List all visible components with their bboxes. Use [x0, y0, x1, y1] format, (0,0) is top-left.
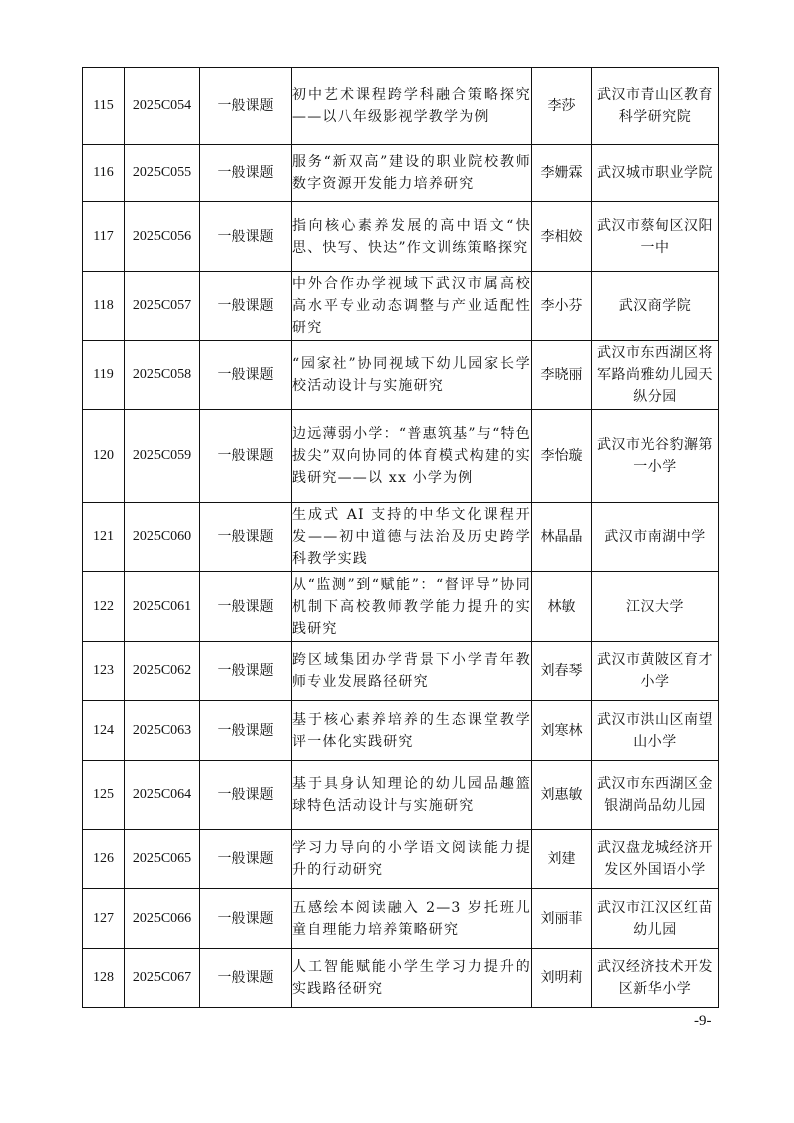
table-row [83, 642, 719, 701]
project-code: 2025C065 [125, 830, 200, 889]
table-row [83, 701, 719, 761]
project-leader: 林敏 [532, 572, 592, 642]
project-code: 2025C064 [125, 761, 200, 830]
project-type: 一般课题 [200, 701, 292, 761]
table-row [83, 145, 719, 202]
project-unit: 武汉市蔡甸区汉阳一中 [592, 202, 719, 272]
project-code: 2025C054 [125, 68, 200, 145]
project-title: 生成式 AI 支持的中华文化课程开发——初中道德与法治及历史跨学科教学实践 [292, 503, 532, 572]
project-title: 学习力导向的小学语文阅读能力提升的行动研究 [292, 830, 532, 889]
project-list-table [82, 67, 719, 1008]
project-unit: 武汉市黄陂区育才小学 [592, 642, 719, 701]
project-code: 2025C059 [125, 410, 200, 503]
project-type: 一般课题 [200, 949, 292, 1008]
project-type: 一般课题 [200, 272, 292, 341]
page-number: -9- [694, 1013, 712, 1029]
row-number: 117 [83, 202, 125, 272]
project-type: 一般课题 [200, 202, 292, 272]
project-type: 一般课题 [200, 572, 292, 642]
project-title: 五感绘本阅读融入 2—3 岁托班儿童自理能力培养策略研究 [292, 889, 532, 949]
project-leader: 李晓丽 [532, 341, 592, 410]
project-code: 2025C067 [125, 949, 200, 1008]
project-leader: 刘丽菲 [532, 889, 592, 949]
project-type: 一般课题 [200, 68, 292, 145]
row-number: 127 [83, 889, 125, 949]
project-title: 基于核心素养培养的生态课堂教学评一体化实践研究 [292, 701, 532, 761]
project-unit: 武汉商学院 [592, 272, 719, 341]
project-leader: 刘寒林 [532, 701, 592, 761]
project-leader: 李怡璇 [532, 410, 592, 503]
project-title: 从“监测”到“赋能”：“督评导”协同机制下高校教师教学能力提升的实践研究 [292, 572, 532, 642]
project-unit: 武汉盘龙城经济开发区外国语小学 [592, 830, 719, 889]
row-number: 123 [83, 642, 125, 701]
project-code: 2025C058 [125, 341, 200, 410]
project-leader: 刘惠敏 [532, 761, 592, 830]
table-row [83, 503, 719, 572]
project-leader: 刘春琴 [532, 642, 592, 701]
project-code: 2025C057 [125, 272, 200, 341]
project-leader: 李小芬 [532, 272, 592, 341]
project-code: 2025C066 [125, 889, 200, 949]
table-row [83, 889, 719, 949]
project-type: 一般课题 [200, 761, 292, 830]
row-number: 120 [83, 410, 125, 503]
project-title: “园家社”协同视域下幼儿园家长学校活动设计与实施研究 [292, 341, 532, 410]
project-type: 一般课题 [200, 830, 292, 889]
project-type: 一般课题 [200, 503, 292, 572]
project-title: 人工智能赋能小学生学习力提升的实践路径研究 [292, 949, 532, 1008]
project-leader: 刘建 [532, 830, 592, 889]
project-unit: 武汉市洪山区南望山小学 [592, 701, 719, 761]
row-number: 128 [83, 949, 125, 1008]
project-title: 初中艺术课程跨学科融合策略探究——以八年级影视学教学为例 [292, 68, 532, 145]
table-row [83, 410, 719, 503]
row-number: 126 [83, 830, 125, 889]
row-number: 122 [83, 572, 125, 642]
project-code: 2025C062 [125, 642, 200, 701]
project-leader: 李莎 [532, 68, 592, 145]
project-unit: 武汉经济技术开发区新华小学 [592, 949, 719, 1008]
project-unit: 武汉市江汉区红苗幼儿园 [592, 889, 719, 949]
project-leader: 李姗霖 [532, 145, 592, 202]
row-number: 116 [83, 145, 125, 202]
project-leader: 林晶晶 [532, 503, 592, 572]
project-code: 2025C063 [125, 701, 200, 761]
project-code: 2025C060 [125, 503, 200, 572]
project-title: 指向核心素养发展的高中语文“快思、快写、快达”作文训练策略探究 [292, 202, 532, 272]
project-code: 2025C055 [125, 145, 200, 202]
table-row [83, 949, 719, 1008]
row-number: 125 [83, 761, 125, 830]
project-title: 基于具身认知理论的幼儿园品趣篮球特色活动设计与实施研究 [292, 761, 532, 830]
table-row [83, 341, 719, 410]
table-row [83, 572, 719, 642]
project-unit: 武汉城市职业学院 [592, 145, 719, 202]
project-unit: 武汉市光谷豹澥第一小学 [592, 410, 719, 503]
project-unit: 武汉市东西湖区将军路尚雅幼儿园天纵分园 [592, 341, 719, 410]
row-number: 124 [83, 701, 125, 761]
row-number: 121 [83, 503, 125, 572]
project-type: 一般课题 [200, 642, 292, 701]
table-body [83, 68, 719, 1008]
project-type: 一般课题 [200, 889, 292, 949]
project-unit: 江汉大学 [592, 572, 719, 642]
table-row [83, 761, 719, 830]
project-leader: 李相姣 [532, 202, 592, 272]
project-title: 跨区域集团办学背景下小学青年教师专业发展路径研究 [292, 642, 532, 701]
table-row [83, 202, 719, 272]
project-unit: 武汉市南湖中学 [592, 503, 719, 572]
table-row [83, 68, 719, 145]
row-number: 119 [83, 341, 125, 410]
row-number: 118 [83, 272, 125, 341]
project-code: 2025C056 [125, 202, 200, 272]
project-type: 一般课题 [200, 145, 292, 202]
project-type: 一般课题 [200, 341, 292, 410]
project-unit: 武汉市东西湖区金银湖尚品幼儿园 [592, 761, 719, 830]
project-type: 一般课题 [200, 410, 292, 503]
project-title: 服务“新双高”建设的职业院校教师数字资源开发能力培养研究 [292, 145, 532, 202]
project-leader: 刘明莉 [532, 949, 592, 1008]
project-unit: 武汉市青山区教育科学研究院 [592, 68, 719, 145]
table-row [83, 272, 719, 341]
project-title: 边远薄弱小学：“普惠筑基”与“特色拔尖”双向协同的体育模式构建的实践研究——以 xx 小学为例 [292, 410, 532, 503]
row-number: 115 [83, 68, 125, 145]
table-row [83, 830, 719, 889]
project-code: 2025C061 [125, 572, 200, 642]
project-title: 中外合作办学视域下武汉市属高校高水平专业动态调整与产业适配性研究 [292, 272, 532, 341]
